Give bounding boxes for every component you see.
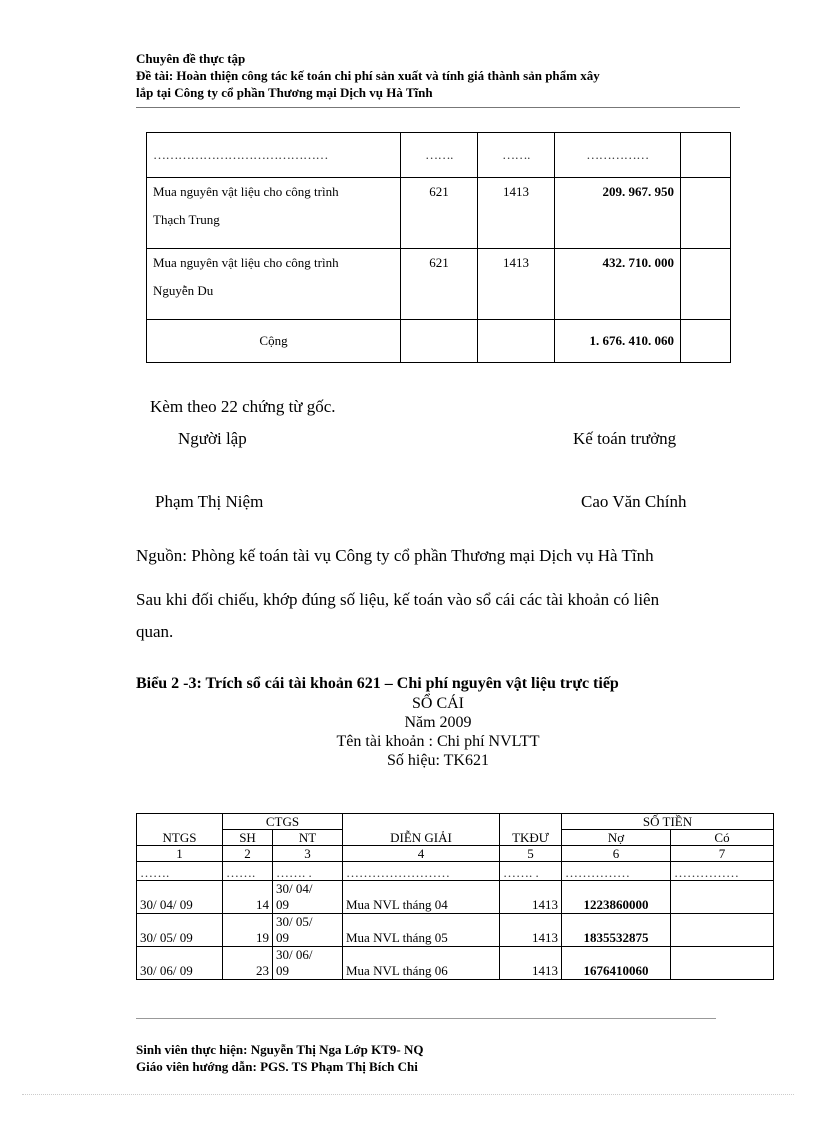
header-line-1: Chuyên đề thực tập xyxy=(136,51,246,66)
source-note: Nguồn: Phòng kế toán tài vụ Công ty cổ phần Thương mại Dịch vụ Hà Tĩnh xyxy=(136,546,654,565)
ledger-table xyxy=(136,813,774,980)
ledger-dots-row xyxy=(137,862,774,881)
date-part: 30/ 04/ xyxy=(276,881,313,896)
table-cell xyxy=(273,947,343,980)
col-header-dien-giai: DIỄN GIẢI xyxy=(343,814,500,846)
chief-accountant-name: Cao Văn Chính xyxy=(581,492,687,511)
preparer-name: Phạm Thị Niệm xyxy=(155,492,264,511)
ledger-colnum-row xyxy=(137,846,774,862)
table-row xyxy=(137,881,774,914)
col-header-nt: NT xyxy=(273,830,343,846)
col-number: 5 xyxy=(500,846,562,862)
table-cell xyxy=(671,947,774,980)
ledger-caption: Biểu 2 -3: Trích sổ cái tài khoản 621 – Chi phí nguyên vật liệu trực tiếp xyxy=(136,675,619,692)
journal-table xyxy=(146,132,731,363)
table-row xyxy=(137,914,774,947)
table-cell: 1676410060 xyxy=(562,947,671,980)
table-cell xyxy=(681,178,731,249)
ledger-title: SỔ CÁI xyxy=(411,695,464,712)
ledger-account-name: Tên tài khoản : Chi phí NVLTT xyxy=(336,733,540,750)
date-part: 30/ 06/ xyxy=(276,947,313,962)
col-number: 7 xyxy=(671,846,774,862)
table-cell: 1413 xyxy=(500,947,562,980)
table-cell: 30/ 06/ 09 xyxy=(137,947,223,980)
table-cell: ……. xyxy=(478,133,555,178)
table-cell: 1223860000 xyxy=(562,881,671,914)
row-description: Mua nguyên vật liệu cho công trình xyxy=(153,255,339,270)
col-number: 3 xyxy=(273,846,343,862)
table-cell: …………………… xyxy=(343,862,500,881)
table-cell xyxy=(147,249,401,320)
table-row xyxy=(147,133,731,178)
table-cell: ……. xyxy=(401,133,478,178)
col-number: 6 xyxy=(562,846,671,862)
row-description-cont: Thạch Trung xyxy=(153,212,220,227)
table-cell: 1413 xyxy=(500,881,562,914)
table-cell xyxy=(478,320,555,363)
table-cell xyxy=(147,178,401,249)
table-cell: 23 xyxy=(223,947,273,980)
paragraph-line-2: quan. xyxy=(136,622,174,641)
table-cell xyxy=(681,249,731,320)
table-cell: 1413 xyxy=(478,178,555,249)
paragraph-line-1: Sau khi đối chiếu, khớp đúng số liệu, kế toán vào sổ cái các tài khoản có liên xyxy=(136,590,660,609)
ledger-account-number: Số hiệu: TK621 xyxy=(387,752,489,769)
ledger-header-row xyxy=(137,814,774,830)
table-cell: …………………………………… xyxy=(147,133,401,178)
page-bottom-edge xyxy=(22,1094,794,1095)
table-cell: …………… xyxy=(555,133,681,178)
table-cell: 209. 967. 950 xyxy=(555,178,681,249)
table-cell: ……. . xyxy=(500,862,562,881)
table-cell xyxy=(671,881,774,914)
col-header-so-tien: SỐ TIỀN xyxy=(562,814,774,830)
document-footer xyxy=(136,1041,423,1075)
table-cell: Mua NVL tháng 06 xyxy=(343,947,500,980)
table-cell: …………… xyxy=(562,862,671,881)
header-divider xyxy=(136,107,740,108)
table-cell xyxy=(273,914,343,947)
total-amount: 1. 676. 410. 060 xyxy=(555,320,681,363)
row-description-cont: Nguyễn Du xyxy=(153,283,214,298)
row-description: Mua nguyên vật liệu cho công trình xyxy=(153,184,339,199)
footer-advisor: Giáo viên hướng dẫn: PGS. TS Phạm Thị Bích Chi xyxy=(136,1059,418,1074)
total-label: Cộng xyxy=(147,320,401,363)
col-header-tkdu: TKĐƯ xyxy=(500,814,562,846)
table-cell xyxy=(671,914,774,947)
table-cell xyxy=(273,881,343,914)
table-cell: 19 xyxy=(223,914,273,947)
date-part: 09 xyxy=(276,963,289,978)
table-cell: 1835532875 xyxy=(562,914,671,947)
table-cell xyxy=(681,320,731,363)
footer-student: Sinh viên thực hiện: Nguyễn Thị Nga Lớp KT9- NQ xyxy=(136,1042,424,1057)
document-header xyxy=(136,50,736,101)
col-header-no: Nợ xyxy=(562,830,671,846)
table-cell: ……. xyxy=(137,862,223,881)
table-cell: ……. . xyxy=(273,862,343,881)
table-cell xyxy=(401,320,478,363)
table-cell: ……. xyxy=(223,862,273,881)
table-row-total xyxy=(147,320,731,363)
col-header-co: Có xyxy=(671,830,774,846)
table-row xyxy=(147,178,731,249)
preparer-title: Người lập xyxy=(178,429,247,448)
table-row xyxy=(147,249,731,320)
table-cell: 1413 xyxy=(500,914,562,947)
ledger-year: Năm 2009 xyxy=(404,714,472,731)
col-header-ntgs: NTGS xyxy=(137,814,223,846)
col-number: 2 xyxy=(223,846,273,862)
footer-divider xyxy=(136,1018,716,1019)
table-cell: Mua NVL tháng 04 xyxy=(343,881,500,914)
table-cell: …………… xyxy=(671,862,774,881)
ledger-title-block xyxy=(136,694,740,770)
table-cell: 30/ 05/ 09 xyxy=(137,914,223,947)
col-number: 1 xyxy=(137,846,223,862)
table-cell: 1413 xyxy=(478,249,555,320)
date-part: 09 xyxy=(276,897,289,912)
date-part: 09 xyxy=(276,930,289,945)
chief-accountant-title: Kế toán trưởng xyxy=(573,429,677,448)
table-cell: 14 xyxy=(223,881,273,914)
col-header-ctgs: CTGS xyxy=(223,814,343,830)
table-cell: 621 xyxy=(401,178,478,249)
table-cell: 432. 710. 000 xyxy=(555,249,681,320)
table-cell xyxy=(681,133,731,178)
header-line-3: lắp tại Công ty cổ phần Thương mại Dịch vụ Hà Tĩnh xyxy=(136,85,433,100)
col-number: 4 xyxy=(343,846,500,862)
col-header-sh: SH xyxy=(223,830,273,846)
date-part: 30/ 05/ xyxy=(276,914,313,929)
header-line-2: Đề tài: Hoàn thiện công tác kế toán chi phí sản xuất và tính giá thành sản phẩm xây xyxy=(136,68,600,83)
table-row xyxy=(137,947,774,980)
table-cell: 621 xyxy=(401,249,478,320)
table-cell: 30/ 04/ 09 xyxy=(137,881,223,914)
table-cell: Mua NVL tháng 05 xyxy=(343,914,500,947)
attachment-note: Kèm theo 22 chứng từ gốc. xyxy=(150,397,336,416)
